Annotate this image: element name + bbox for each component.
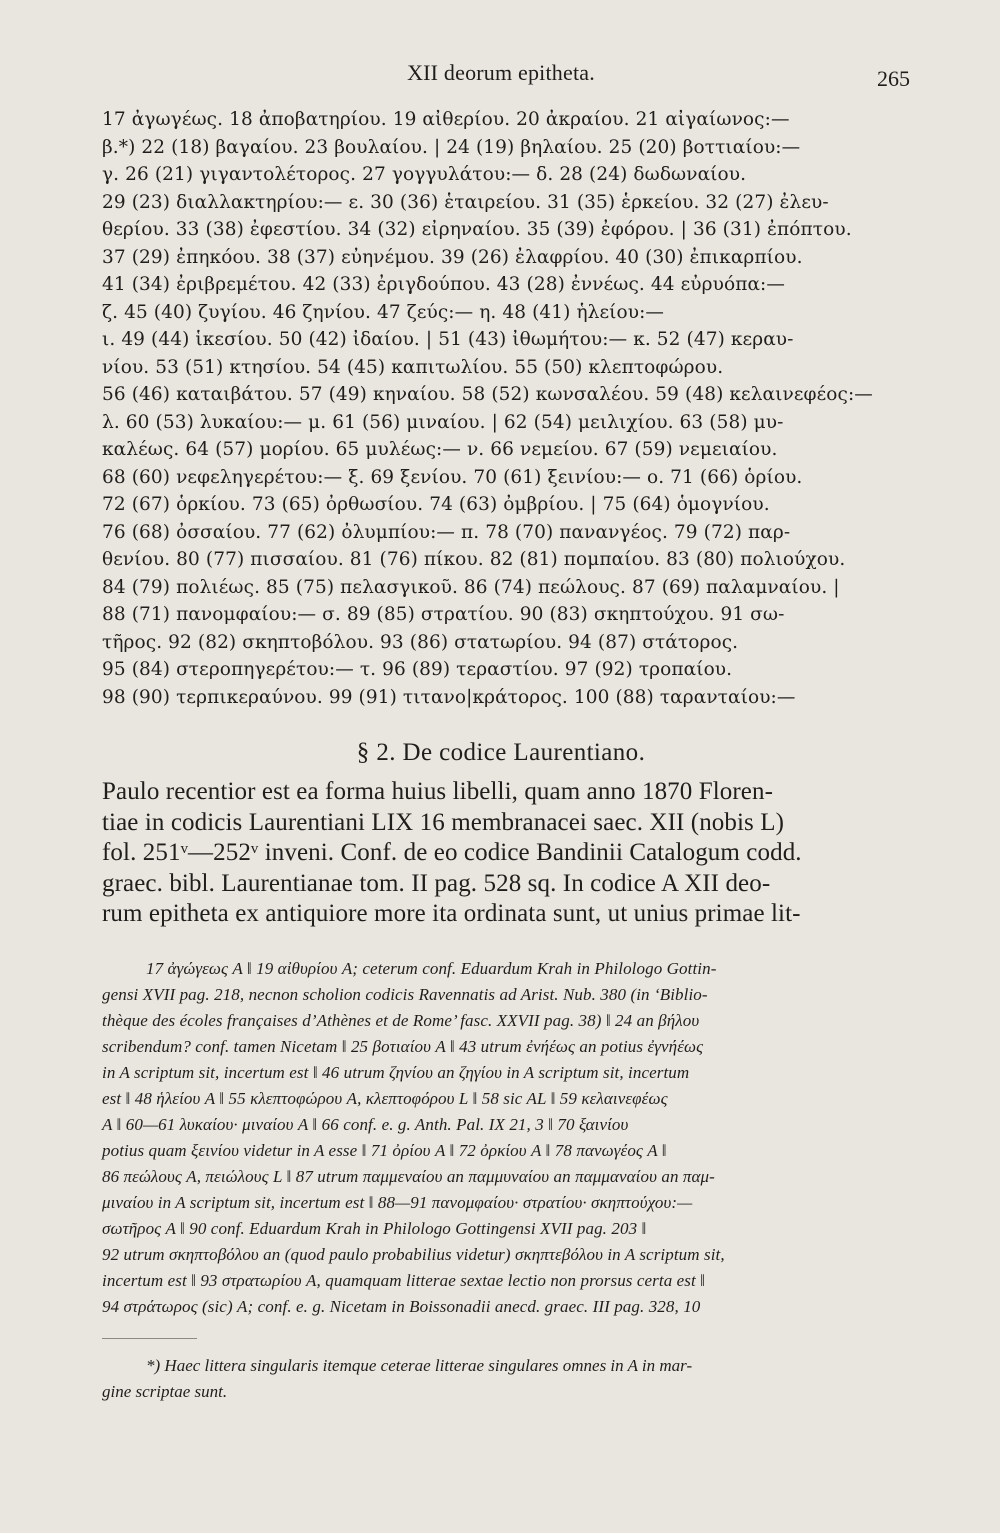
epithet-line: 98 (90) τερπικεραύνου. 99 (91) τιτανο|κράτορος. 100 (88) ταρανταίου:— (102, 686, 796, 708)
body-line: Paulo recentior est ea forma huius libelli, quam anno 1870 Floren- (102, 778, 774, 805)
page-number: 265 (877, 66, 910, 91)
apparatus-line: est ‖ 48 ἡλείου A ‖ 55 κλεπτοφώρου A, κλεπτοφόρου L ‖ 58 sic AL ‖ 59 κελαινεφέως (102, 1088, 668, 1108)
epithet-line: 41 (34) ἐριβρεμέτου. 42 (33) ἐριγδούπου. 43 (28) ἐννέως. 44 εὐρυόπα:— (102, 274, 785, 295)
epithet-line: θερίου. 33 (38) ἐφεστίου. 34 (32) εἰρηναίου. 35 (39) ἐφόρου. | 36 (31) ἐπόπτου. (102, 219, 852, 240)
epithet-line: καλέως. 64 (57) μορίου. 65 μυλέως:— ν. 66 νεμείου. 67 (59) νεμειαίου. (102, 439, 778, 460)
apparatus-line: 92 utrum σκηπτοβόλου an (quod paulo probabilius videtur) σκηπτεβόλου in A scriptum sit, (102, 1244, 725, 1264)
apparatus-line: A ‖ 60—61 λυκαίου· μιναίου A ‖ 66 conf. e. g. Anth. Pal. IX 21, 3 ‖ 70 ξαινίου (102, 1114, 629, 1134)
apparatus-line: in A scriptum sit, incertum est ‖ 46 utrum ζηνίου an ζηγίου in A scriptum sit, incertum (102, 1062, 690, 1082)
body-line: rum epitheta ex antiquiore more ita ordinata sunt, ut unius primae lit- (102, 900, 801, 927)
epithet-line: 95 (84) στεροπηγερέτου:— τ. 96 (89) τεραστίου. 97 (92) τροπαίου. (102, 659, 733, 680)
epithet-line: 37 (29) ἐπηκόου. 38 (37) εὐηνέμου. 39 (26) ἐλαφρίου. 40 (30) ἐπικαρπίου. (102, 246, 803, 268)
footnote-line: *) Haec littera singularis itemque ceterae litterae singulares omnes in A in mar- (146, 1355, 693, 1375)
apparatus-line: μιναίου in A scriptum sit, incertum est ‖ 88—91 πανομφαίου· στρατίου· σκηπτούχου:— (102, 1192, 693, 1212)
epithet-line: 68 (60) νεφεληγερέτου:— ξ. 69 ξενίου. 70 (61) ξεινίου:— ο. 71 (66) ὁρίου. (102, 466, 803, 488)
epithet-line: 72 (67) ὁρκίου. 73 (65) ὀρθωσίου. 74 (63) ὀμβρίου. | 75 (64) ὁμογνίου. (102, 494, 770, 515)
epithet-line: 88 (71) πανομφαίου:— σ. 89 (85) στρατίου. 90 (83) σκηπτούχου. 91 σω- (102, 604, 785, 625)
running-head (102, 46, 910, 94)
apparatus-line: scribendum? conf. tamen Nicetam ‖ 25 βοτιαίου A ‖ 43 utrum ἐνήέως an potius ἐγνήέως (102, 1036, 704, 1056)
apparatus-line: thèque des écoles françaises d’Athènes et de Rome’ fasc. XXVII pag. 38) ‖ 24 an βήλου (102, 1010, 700, 1030)
epithet-line: 76 (68) ὀσσαίου. 77 (62) ὀλυμπίου:— π. 78 (70) πανανγέος. 79 (72) παρ- (102, 521, 791, 543)
footnotes (102, 1353, 900, 1405)
apparatus-line: 17 ἀγώγεως A ‖ 19 αἰθυρίου A; ceterum conf. Eduardum Krah in Philologo Gottin- (146, 958, 717, 978)
epithet-line: γ. 26 (21) γιγαντολέτορος. 27 γογγυλάτου:— δ. 28 (24) δωδωναίου. (102, 164, 747, 185)
epithet-line: 84 (79) πολιέως. 85 (75) πελασγικοῦ. 86 (74) πεώλους. 87 (69) παλαμναίου. | (102, 576, 840, 598)
epithet-list (102, 106, 900, 711)
apparatus-line: gensi XVII pag. 218, necnon scholion codicis Ravennatis ad Arist. Nub. 380 (in ‘Biblio- (102, 984, 708, 1004)
body-line: tiae in codicis Laurentiani LIX 16 membranacei saec. XII (nobis L) (102, 808, 785, 836)
epithet-line: νίου. 53 (51) κτησίου. 54 (45) καπιτωλίου. 55 (50) κλεπτοφώρου. (102, 356, 724, 378)
running-title: XII deorum epitheta. (407, 60, 595, 85)
apparatus-line: σωτῆρος A ‖ 90 conf. Eduardum Krah in Philologo Gottingensi XVII pag. 203 ‖ (102, 1218, 647, 1238)
footnote-rule (102, 1338, 197, 1339)
epithet-line: τῆρος. 92 (82) σκηπτοβόλου. 93 (86) στατωρίου. 94 (87) στάτορος. (102, 631, 739, 653)
body-line: fol. 251ᵛ—252ᵛ inveni. Conf. de eo codice Bandinii Catalogum codd. (102, 839, 802, 866)
epithet-line: ζ. 45 (40) ζυγίου. 46 ζηνίου. 47 ζεύς:— η. 48 (41) ἡλείου:— (102, 301, 665, 323)
apparatus-line: incertum est ‖ 93 στρατωρίου A, quamquam litterae sextae lectio non prorsus certa est ‖ (102, 1270, 706, 1290)
epithet-line: 29 (23) διαλλακτηρίου:— ε. 30 (36) ἑταιρείου. 31 (35) ἑρκείου. 32 (27) ἐλευ- (102, 191, 829, 213)
critical-apparatus (102, 956, 900, 1320)
epithet-line: β.*) 22 (18) βαγαίου. 23 βουλαίου. | 24 (19) βηλαίου. 25 (20) βοττιαίου:— (102, 136, 801, 158)
footnote-line: gine scriptae sunt. (102, 1381, 228, 1401)
apparatus-line: 94 στράτωρος (sic) A; conf. e. g. Nicetam in Boissonadii anecd. graec. III pag. 328, 10 (102, 1296, 701, 1316)
body-text (102, 777, 900, 930)
epithet-line: ι. 49 (44) ἱκεσίου. 50 (42) ἰδαίου. | 51 (43) ἰθωμήτου:— κ. 52 (47) κεραυ- (102, 329, 794, 350)
body-line: graec. bibl. Laurentianae tom. II pag. 528 sq. In codice A XII deo- (102, 869, 771, 897)
apparatus-line: potius quam ξεινίου videtur in A esse ‖ 71 ὀρίου A ‖ 72 ὀρκίου A ‖ 78 πανωγέος A ‖ (102, 1140, 667, 1160)
epithet-line: 56 (46) καταιβάτου. 57 (49) κηναίου. 58 (52) κωνσαλέου. 59 (48) κελαινεφέος:— (102, 384, 873, 405)
epithet-line: θενίου. 80 (77) πισσαίου. 81 (76) πίκου. 82 (81) πομπαίου. 83 (80) πολιούχου. (102, 549, 846, 570)
epithet-line: λ. 60 (53) λυκαίου:— μ. 61 (56) μιναίου. | 62 (54) μειλιχίου. 63 (58) μυ- (102, 411, 784, 433)
section-heading: § 2. De codice Laurentiano. (356, 739, 646, 766)
apparatus-line: 86 πεώλους A, πειώλους L ‖ 87 utrum παμμεναίου an παμμυναίου an παμμαναίου an παμ- (102, 1166, 715, 1186)
epithet-line: 17 ἀγωγέως. 18 ἀποβατηρίου. 19 αἰθερίου. 20 ἀκραίου. 21 αἰγαίωνος:— (102, 109, 790, 130)
